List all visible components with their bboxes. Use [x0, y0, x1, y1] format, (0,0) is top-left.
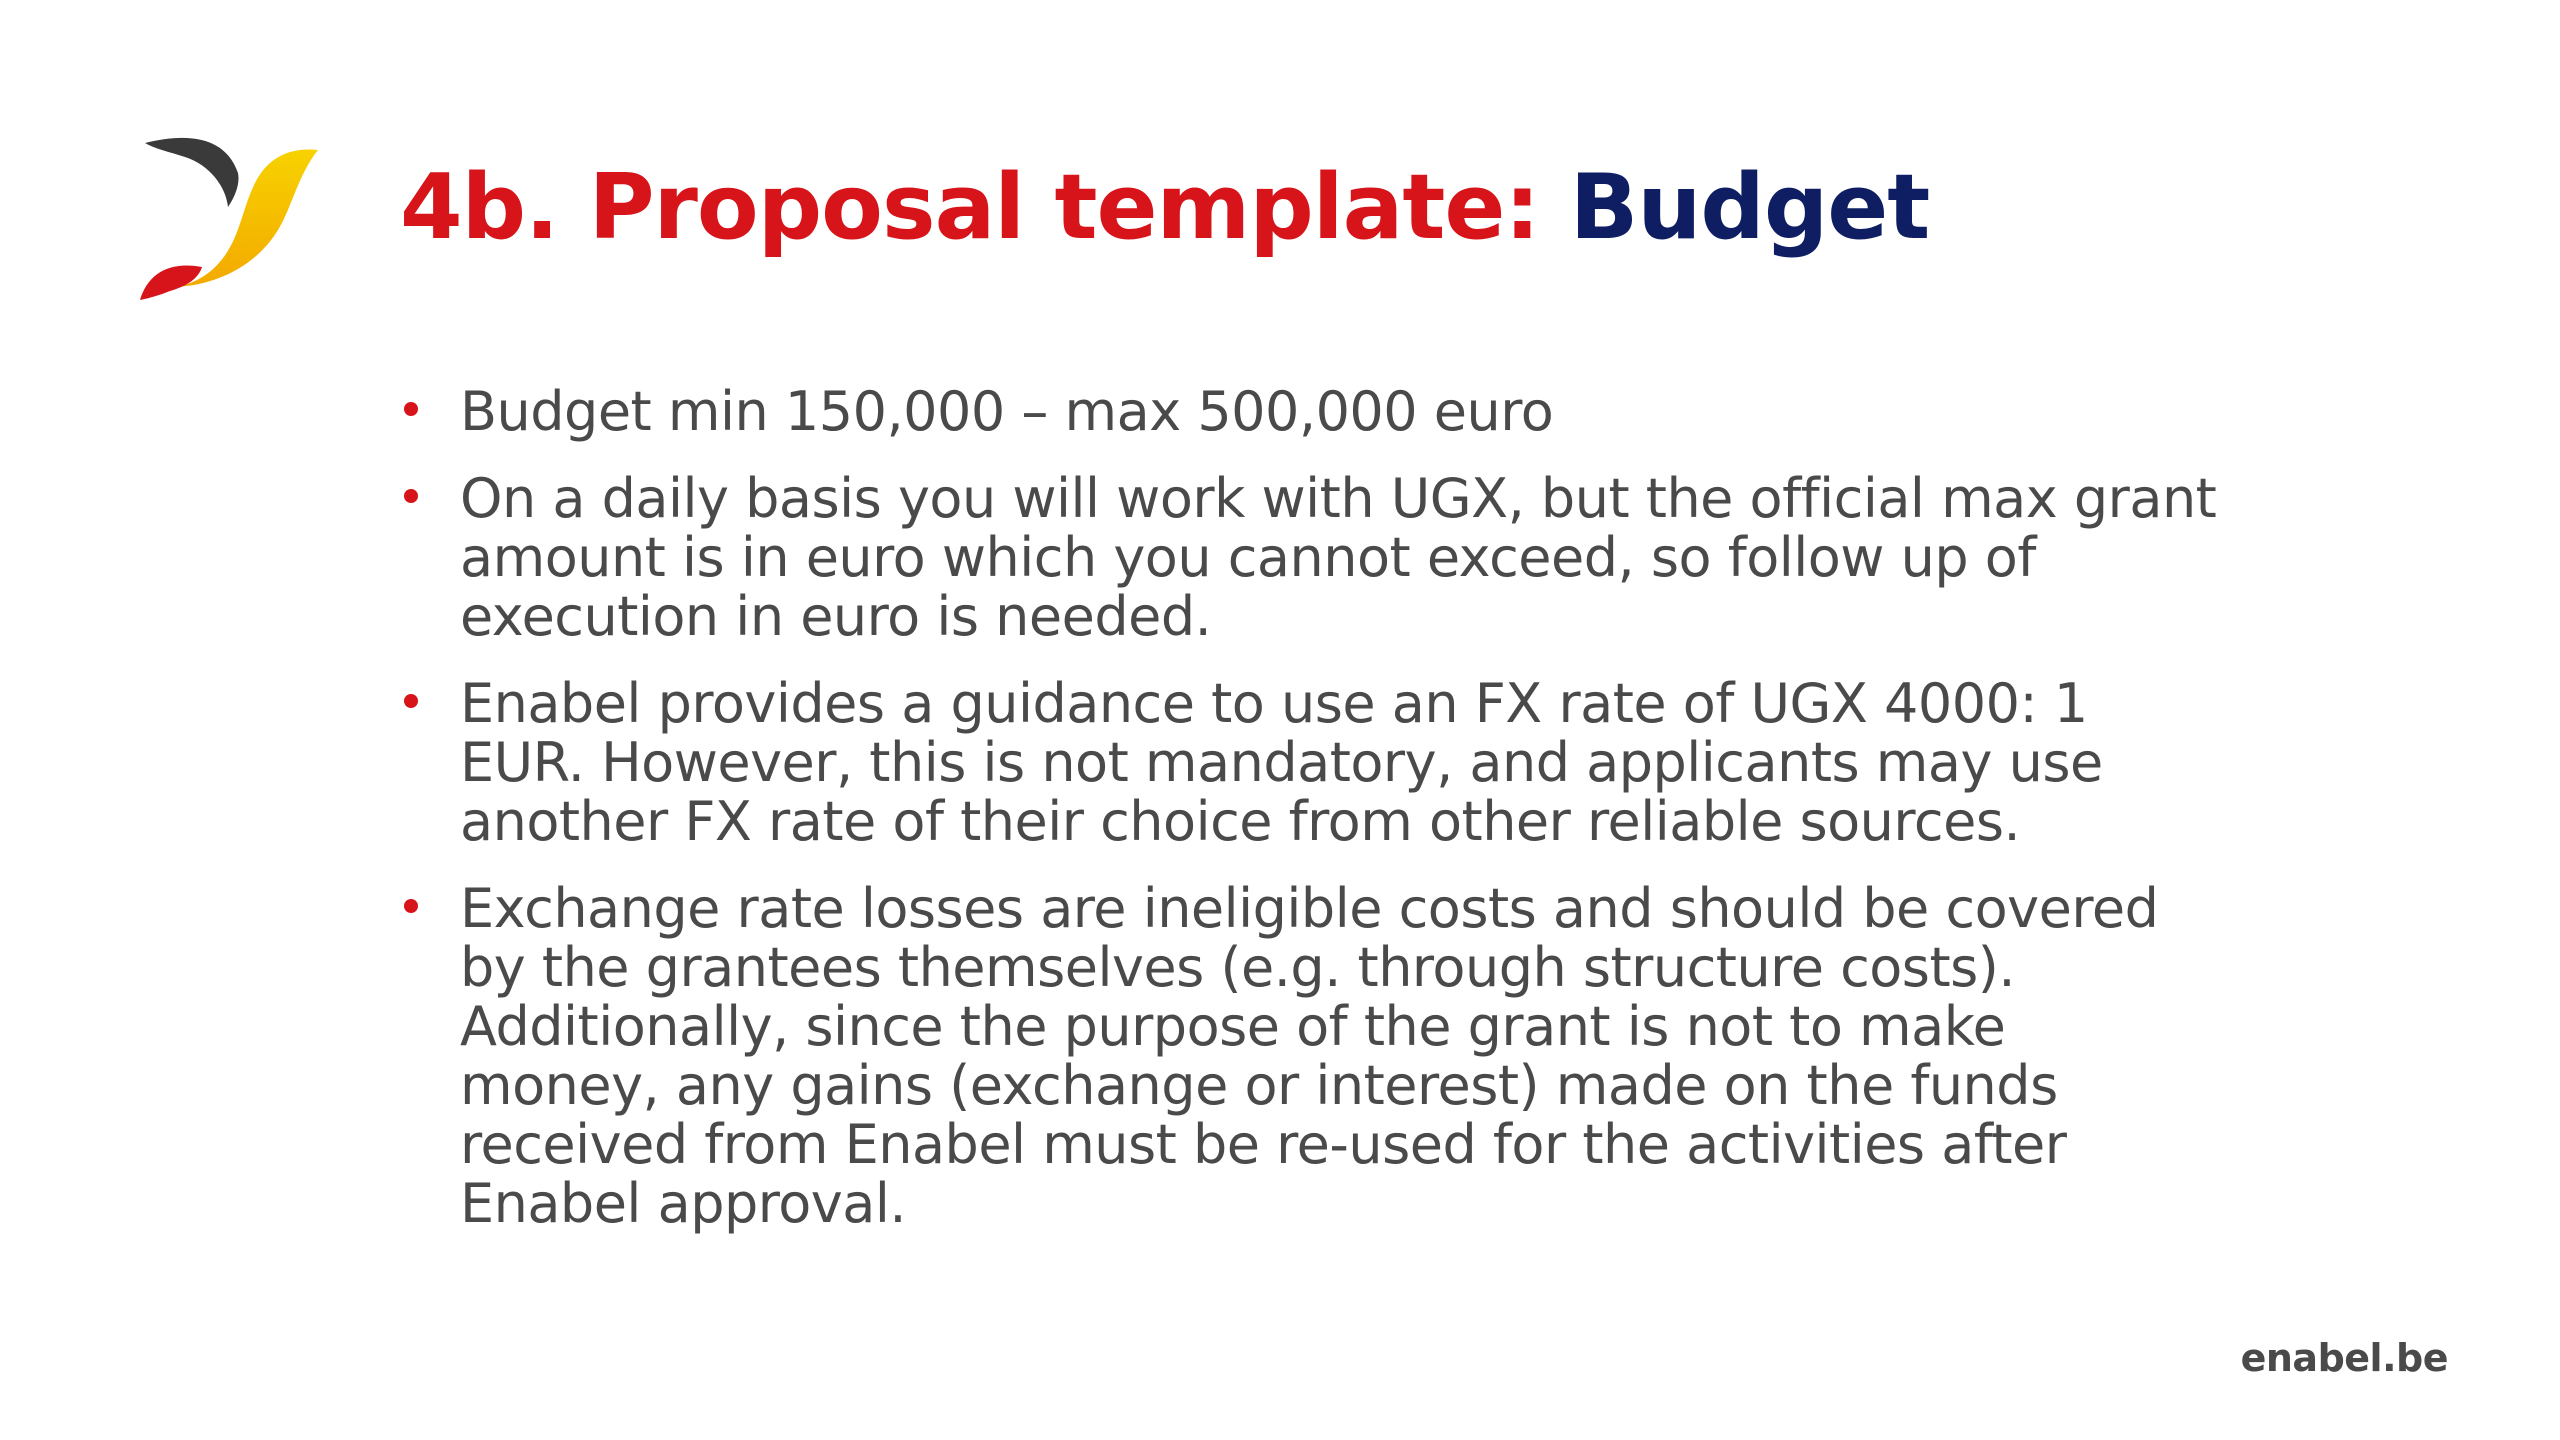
bullet-dot-icon — [404, 402, 418, 416]
bullet-text: Budget min 150,000 – max 500,000 euro — [460, 380, 1554, 443]
title-highlight: Budget — [1569, 155, 1930, 260]
bullet-text: Exchange rate losses are ineligible costs and should be covered by the grantees themselves (e.g. through structure costs). Additionally, since the purpose of the grant is not to make money, any gains (exchange or interest) made on the funds received from Enabel must be re-used for the activities after Enabel approval. — [460, 877, 2159, 1235]
bullet-dot-icon — [404, 694, 418, 708]
bullet-item — [400, 879, 2220, 1233]
bullet-list — [400, 382, 2220, 1261]
bullet-item — [400, 674, 2220, 851]
bullet-dot-icon — [404, 899, 418, 913]
title-prefix: 4b. Proposal template: — [400, 155, 1570, 260]
enabel-logo-icon — [140, 135, 325, 305]
footer-website: enabel.be — [2240, 1336, 2448, 1380]
bullet-item — [400, 469, 2220, 646]
page-title — [400, 148, 1929, 268]
bullet-item — [400, 382, 2220, 441]
bullet-text: On a daily basis you will work with UGX, but the official max grant amount is in euro which you cannot exceed, so follow up of execution in euro is needed. — [460, 467, 2217, 648]
bullet-dot-icon — [404, 489, 418, 503]
bullet-text: Enabel provides a guidance to use an FX rate of UGX 4000: 1 EUR. However, this is not mandatory, and applicants may use another FX rate of their choice from other reliable sources. — [460, 672, 2103, 853]
